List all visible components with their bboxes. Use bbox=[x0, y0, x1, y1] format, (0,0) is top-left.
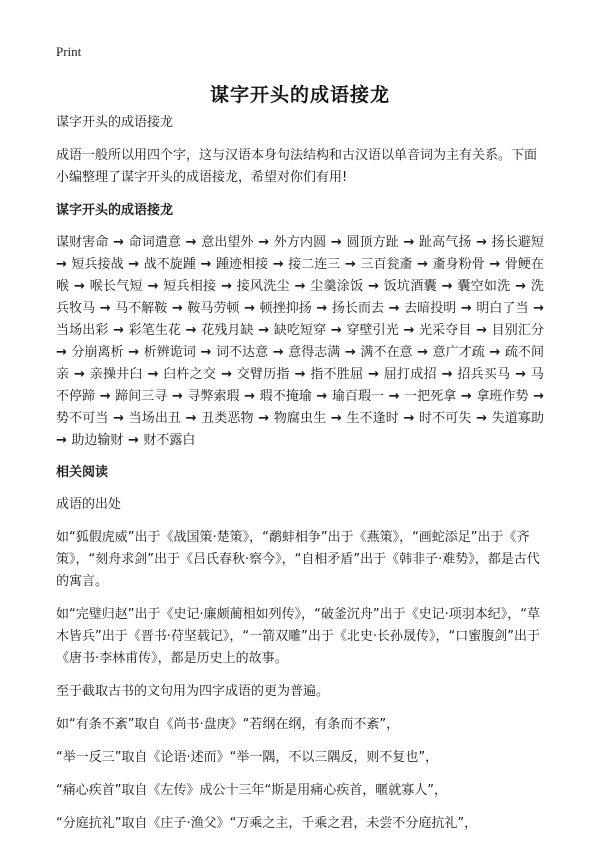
idiom: 囊空如洗 bbox=[457, 279, 511, 294]
arrow-icon: → bbox=[456, 389, 477, 404]
article-body bbox=[56, 112, 544, 846]
arrow-icon: → bbox=[268, 257, 289, 272]
arrow-icon: → bbox=[69, 367, 90, 382]
idiom: 蹄间三寻 bbox=[115, 389, 168, 404]
idiom: 饭坑酒囊 bbox=[383, 279, 437, 294]
idiom: 意得志满 bbox=[288, 345, 341, 360]
arrow-icon: → bbox=[253, 235, 274, 250]
idiom: 助边输财 bbox=[71, 433, 124, 448]
arrow-icon: → bbox=[412, 345, 433, 360]
idiom: 当场出彩 bbox=[56, 323, 109, 338]
idiom: 谋财害命 bbox=[56, 235, 109, 250]
idiom: 交臂历指 bbox=[236, 367, 290, 382]
page-title: 谋字开头的成语接龙 bbox=[209, 84, 390, 106]
idiom: 尘羹涂饭 bbox=[310, 279, 364, 294]
related-paragraph: 如“完璧归赵”出于《史记·廉颇蔺相如列传》，“破釜沉舟”出于《史记·项羽本纪》，“草木皆兵”出于《晋书·苻坚载记》，“一箭双雕”出于《北史·长孙晟传》，“口蜜腹剑”出于《唐书·李林甫传》，都是历史上的故事。 bbox=[56, 607, 540, 666]
idiom: 马不停蹄 bbox=[56, 367, 544, 404]
arrow-icon: → bbox=[510, 279, 531, 294]
arrow-icon: → bbox=[484, 345, 505, 360]
arrow-icon: → bbox=[181, 235, 202, 250]
arrow-icon: → bbox=[123, 433, 144, 448]
idiom: 短兵接战 bbox=[71, 257, 124, 272]
arrow-icon: → bbox=[326, 411, 347, 426]
idiom: 当场出丑 bbox=[128, 411, 182, 426]
related-paragraph: 至于截取古书的文句用为四字成语的更为普遍。 bbox=[56, 684, 330, 699]
idiom: 失道寡助 bbox=[491, 411, 544, 426]
arrow-icon: → bbox=[195, 345, 216, 360]
arrow-icon: → bbox=[412, 257, 433, 272]
idiom: 目别汇分 bbox=[491, 323, 544, 338]
idiom: 屈打成招 bbox=[383, 367, 437, 382]
idiom: 物腐虫生 bbox=[273, 411, 327, 426]
intro-paragraph: 成语一般所以用四个字，这与汉语本身句法结构和古汉语以单音词为主有关系。下面小编整理了谋字开头的成语接龙，希望对你们有用! bbox=[56, 148, 538, 185]
arrow-icon: → bbox=[456, 301, 477, 316]
idiom: 亲操井臼 bbox=[89, 367, 143, 382]
arrow-icon: → bbox=[471, 411, 492, 426]
idiom: 鞍马劳顿 bbox=[187, 301, 240, 316]
arrow-icon: → bbox=[398, 235, 420, 250]
print-label: Print bbox=[56, 44, 82, 59]
arrow-icon: → bbox=[471, 235, 492, 250]
idiom: 扬长避短 bbox=[491, 235, 544, 250]
idiom: 踵迹相接 bbox=[215, 257, 269, 272]
arrow-icon: → bbox=[95, 389, 116, 404]
related-heading: 相关阅读 bbox=[56, 465, 109, 480]
idiom: 寻弊索瑕 bbox=[187, 389, 240, 404]
related-paragraph: “分庭抗礼”取自《庄子·渔父》“万乘之主，千乘之君，未尝不分庭抗礼”， bbox=[56, 816, 478, 831]
idiom: 指不胜屈 bbox=[310, 367, 364, 382]
idiom: 明白了当 bbox=[476, 301, 529, 316]
idiom: 趾高气扬 bbox=[419, 235, 472, 250]
arrow-icon: → bbox=[56, 257, 72, 272]
arrow-icon: → bbox=[167, 301, 188, 316]
arrow-icon: → bbox=[181, 411, 202, 426]
idiom: 去暗投明 bbox=[404, 301, 457, 316]
idiom: 臼杵之交 bbox=[163, 367, 217, 382]
arrow-icon: → bbox=[289, 367, 311, 382]
arrow-icon: → bbox=[108, 323, 129, 338]
idiom: 时不可失 bbox=[419, 411, 472, 426]
idiom: 疏不间亲 bbox=[56, 345, 544, 382]
idiom: 意出望外 bbox=[201, 235, 254, 250]
idiom: 丑类恶物 bbox=[201, 411, 254, 426]
arrow-icon: → bbox=[363, 367, 384, 382]
arrow-icon: → bbox=[216, 279, 237, 294]
idiom: 马不解鞍 bbox=[115, 301, 168, 316]
arrow-icon: → bbox=[108, 411, 129, 426]
arrow-icon: → bbox=[436, 367, 458, 382]
arrow-icon: → bbox=[56, 433, 72, 448]
arrow-icon: → bbox=[510, 367, 531, 382]
arrow-icon: → bbox=[195, 257, 216, 272]
idiom: 满不在意 bbox=[360, 345, 413, 360]
arrow-icon: → bbox=[436, 279, 458, 294]
arrow-icon: → bbox=[398, 323, 420, 338]
arrow-icon: → bbox=[167, 389, 188, 404]
related-paragraph: “痛心疾首”取自《左传》成公十三年“斯是用痛心疾首，暱就寡人”， bbox=[56, 783, 447, 798]
idiom: 生不逢时 bbox=[346, 411, 399, 426]
idiom: 瑜百瑕一 bbox=[331, 389, 385, 404]
arrow-icon: → bbox=[363, 279, 384, 294]
arrow-icon: → bbox=[340, 257, 361, 272]
article-subtitle: 谋字开头的成语接龙 bbox=[56, 115, 174, 130]
arrow-icon: → bbox=[289, 279, 311, 294]
related-paragraphs bbox=[56, 527, 544, 835]
idiom: 战不旋踵 bbox=[143, 257, 196, 272]
idiom: 拿班作势 bbox=[476, 389, 529, 404]
idiom: 扬长而去 bbox=[331, 301, 385, 316]
related-paragraph: 如“狐假虎威”出于《战国策·楚策》，“鹬蚌相争”出于《燕策》，“画蛇添足”出于《齐策》，“刻舟求剑”出于《吕氏春秋·察今》，“自相矛盾”出于《韩非子·难势》，都是古代的寓言。 bbox=[56, 530, 540, 589]
arrow-icon: → bbox=[340, 345, 361, 360]
arrow-icon: → bbox=[471, 323, 492, 338]
arrow-icon: → bbox=[69, 279, 90, 294]
arrow-icon: → bbox=[528, 301, 545, 316]
arrow-icon: → bbox=[253, 323, 274, 338]
idiom: 接风洗尘 bbox=[236, 279, 290, 294]
idiom: 接二连三 bbox=[288, 257, 341, 272]
idiom: 圆顶方趾 bbox=[346, 235, 399, 250]
arrow-icon: → bbox=[95, 301, 116, 316]
arrow-icon: → bbox=[311, 389, 332, 404]
idiom: 命词遣意 bbox=[128, 235, 182, 250]
idiom: 穿壁引光 bbox=[346, 323, 399, 338]
arrow-icon: → bbox=[181, 323, 202, 338]
idiom: 分崩离析 bbox=[71, 345, 124, 360]
arrow-icon: → bbox=[239, 389, 260, 404]
arrow-icon: → bbox=[142, 367, 164, 382]
arrow-icon: → bbox=[56, 345, 72, 360]
idiom: 齑身粉骨 bbox=[432, 257, 485, 272]
idiom-chain bbox=[56, 232, 544, 452]
idiom: 喉长气短 bbox=[89, 279, 143, 294]
arrow-icon: → bbox=[216, 367, 237, 382]
idiom: 花残月缺 bbox=[201, 323, 254, 338]
idiom: 外方内圆 bbox=[273, 235, 327, 250]
idiom: 词不达意 bbox=[215, 345, 269, 360]
arrow-icon: → bbox=[123, 345, 144, 360]
idiom: 财不露白 bbox=[143, 433, 196, 448]
idiom: 势不可当 bbox=[56, 411, 109, 426]
idiom: 顿挫抑扬 bbox=[259, 301, 312, 316]
arrow-icon: → bbox=[398, 411, 420, 426]
idiom: 光采夺目 bbox=[419, 323, 472, 338]
idiom: 彩笔生花 bbox=[128, 323, 182, 338]
arrow-icon: → bbox=[484, 257, 505, 272]
arrow-icon: → bbox=[311, 301, 332, 316]
idiom: 析辨诡词 bbox=[143, 345, 196, 360]
related-paragraph: 如“有条不紊”取自《尚书·盘庚》“若纲在纲，有条而不紊”， bbox=[56, 717, 400, 732]
arrow-icon: → bbox=[268, 345, 289, 360]
related-paragraph: “举一反三”取自《论语·述而》“举一隅，不以三隅反，则不复也”， bbox=[56, 750, 439, 765]
idiom: 洗兵牧马 bbox=[56, 279, 544, 316]
arrow-icon: → bbox=[384, 389, 405, 404]
idiom: 意广才疏 bbox=[432, 345, 485, 360]
arrow-icon: → bbox=[108, 235, 129, 250]
idiom: 瑕不掩瑜 bbox=[259, 389, 312, 404]
arrow-icon: → bbox=[384, 301, 405, 316]
arrow-icon: → bbox=[326, 235, 347, 250]
arrow-icon: → bbox=[123, 257, 144, 272]
idiom: 一把死拿 bbox=[404, 389, 457, 404]
arrow-icon: → bbox=[326, 323, 347, 338]
arrow-icon: → bbox=[253, 411, 274, 426]
idiom: 招兵买马 bbox=[457, 367, 511, 382]
origin-subheading: 成语的出处 bbox=[56, 497, 122, 512]
idiom: 缺吃短穿 bbox=[273, 323, 327, 338]
arrow-icon: → bbox=[528, 389, 545, 404]
idiom: 短兵相接 bbox=[163, 279, 217, 294]
chain-heading: 谋字开头的成语接龙 bbox=[56, 203, 174, 218]
idiom: 骨鲠在喉 bbox=[56, 257, 544, 294]
arrow-icon: → bbox=[239, 301, 260, 316]
arrow-icon: → bbox=[142, 279, 164, 294]
idiom: 三百瓮齑 bbox=[360, 257, 413, 272]
